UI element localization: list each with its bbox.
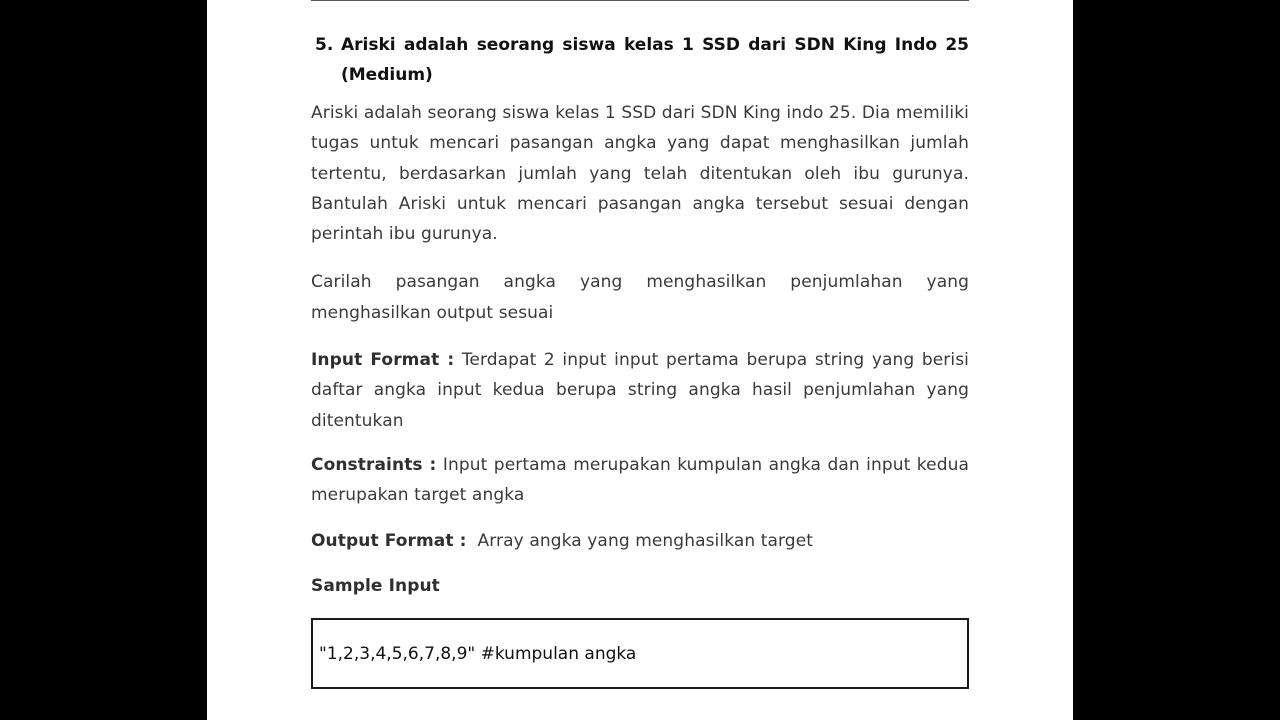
output-format-paragraph bbox=[311, 526, 969, 556]
output-format-text: Array angka yang menghasilkan target bbox=[466, 530, 814, 551]
constraints-label: Constraints : bbox=[311, 454, 437, 475]
document-page bbox=[207, 0, 1073, 720]
sample-input-box bbox=[311, 618, 969, 689]
question-title: Ariski adalah seorang siswa kelas 1 SSD dari SDN King Indo 25 (Medium) bbox=[341, 35, 969, 85]
sample-input-label: Sample Input bbox=[311, 575, 440, 596]
sample-input-code: "1,2,3,4,5,6,7,8,9" #kumpulan angka bbox=[319, 643, 637, 664]
constraints-paragraph bbox=[311, 450, 969, 511]
question-description: Ariski adalah seorang siswa kelas 1 SSD dari SDN King indo 25. Dia memiliki tugas untuk mencari pasangan angka yang dapat menghasilkan jumlah tertentu, berdasarkan jumlah yang telah ditentukan oleh ibu gurunya. Bantulah Ariski untuk mencari pasangan angka tersebut sesuai dengan perintah ibu gurunya. bbox=[311, 103, 969, 245]
top-divider bbox=[311, 0, 969, 1]
question-content bbox=[311, 30, 969, 689]
input-format-text: Terdapat 2 input input pertama berupa string yang berisi daftar angka input kedua berupa string angka hasil penjumlahan yang ditentukan bbox=[311, 350, 969, 431]
input-format-label: Input Format : bbox=[311, 350, 455, 371]
question-heading bbox=[311, 30, 969, 90]
input-format-paragraph bbox=[311, 345, 969, 436]
question-number: 5. bbox=[315, 35, 334, 55]
constraints-text: Input pertama merupakan kumpulan angka dan input kedua merupakan target angka bbox=[311, 454, 969, 506]
output-format-label: Output Format : bbox=[311, 530, 467, 551]
question-task: Carilah pasangan angka yang menghasilkan penjumlahan yang menghasilkan output sesuai bbox=[311, 272, 969, 323]
sample-input-heading bbox=[311, 571, 969, 601]
